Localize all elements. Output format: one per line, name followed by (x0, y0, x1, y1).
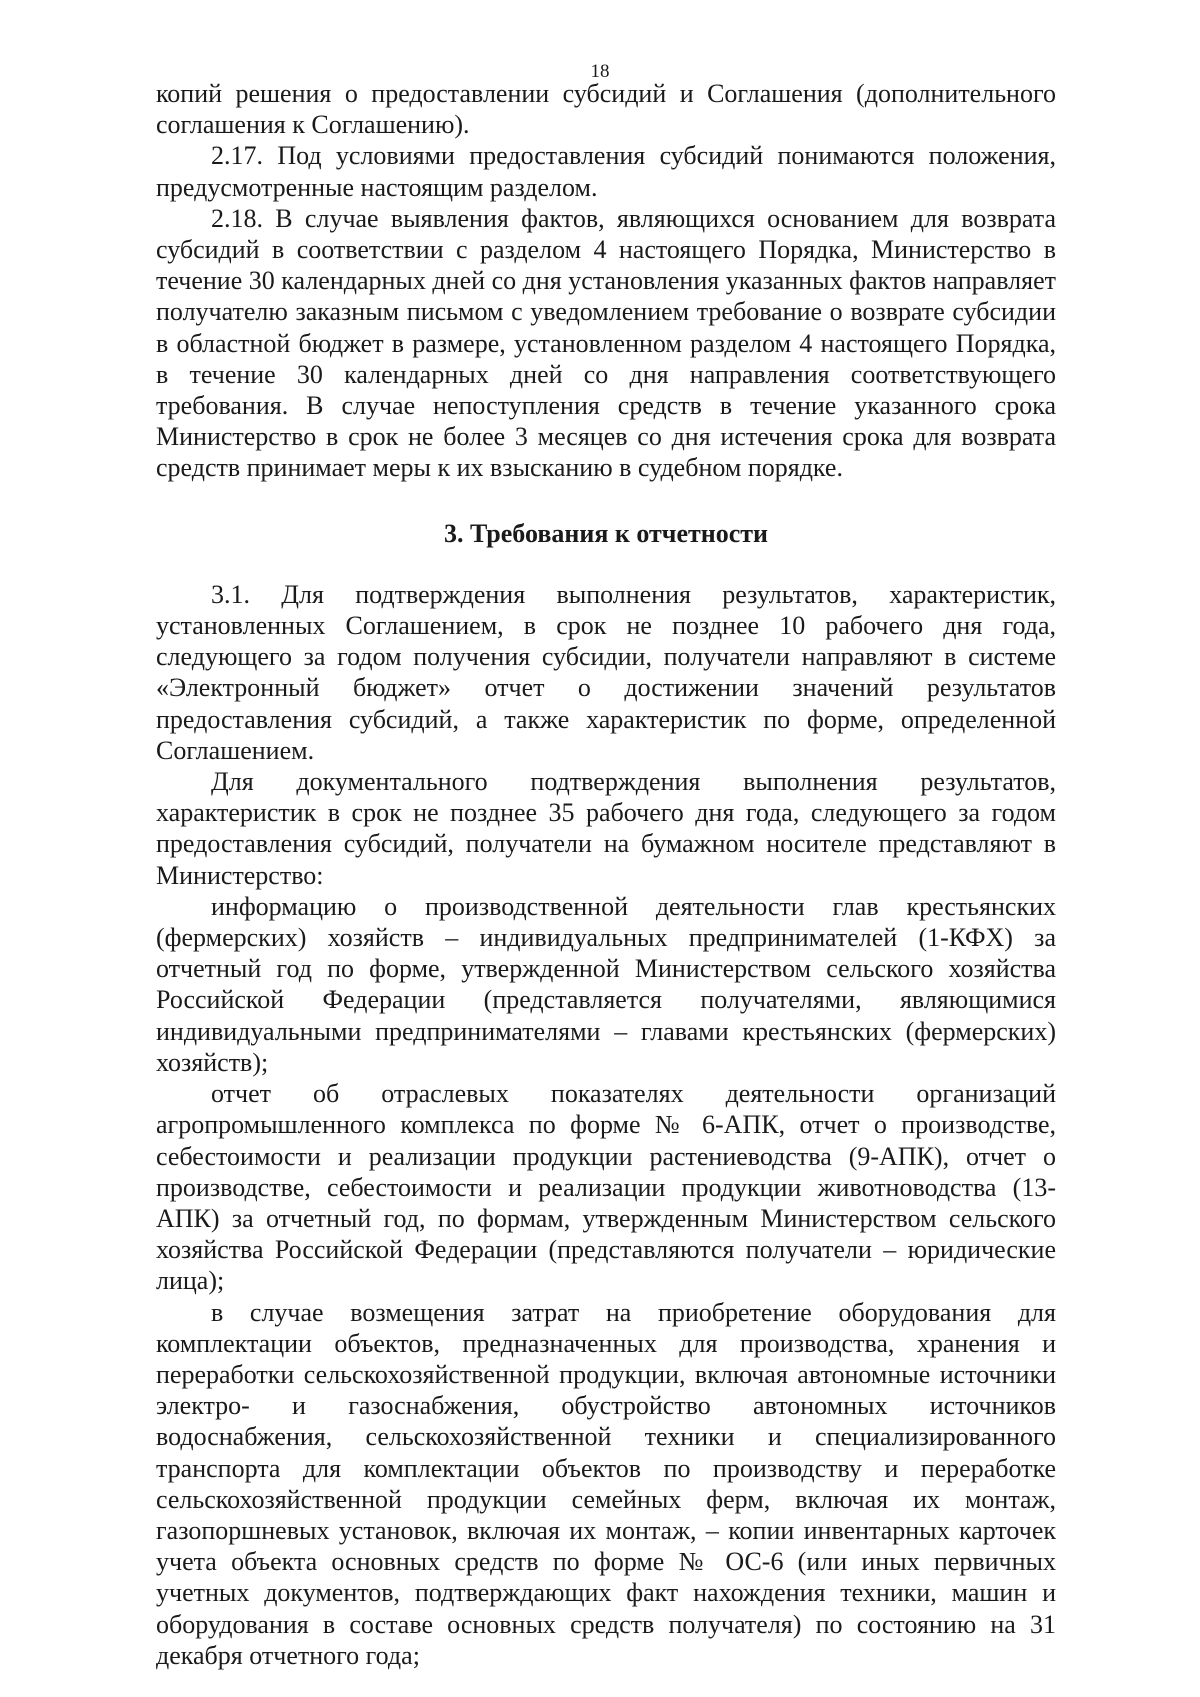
document-body (156, 78, 1056, 1671)
paragraph-2-18: 2.18. В случае выявления фактов, являющихся основанием для возврата субсидий в соответствии с разделом 4 настоящего Порядка, Министерство в течение 30 календарных дней со дня установления указанных фактов направляет получателю заказным письмом с уведомлением требование о возврате субсидии в областной бюджет в размере, установленном разделом 4 настоящего Порядка, в течение 30 календарных дней со дня направления соответствующего требования. В случае непоступления средств в течение указанного срока Министерство в срок не более 3 месяцев со дня истечения срока для возврата средств принимает меры к их взысканию в судебном порядке. (156, 203, 1056, 483)
paragraph-equipment-costs: в случае возмещения затрат на приобретение оборудования для комплектации объектов, предназначенных для производства, хранения и переработки сельскохозяйственной продукции, включая автономные источники электро- и газоснабжения, обустройство автономных источников водоснабжения, сельскохозяйственной техники и специализированного транспорта для комплектации объектов по производству и переработке сельскохозяйственной продукции семейных ферм, включая их монтаж, газопоршневых установок, включая их монтаж, – копии инвентарных карточек учета объекта основных средств по форме № ОС-6 (или иных первичных учетных документов, подтверждающих факт нахождения техники, машин и оборудования в составе основных средств получателя) по состоянию на 31 декабря отчетного года; (156, 1297, 1056, 1670)
paragraph-apk-reports: отчет об отраслевых показателях деятельности организаций агропромышленного комплекса по форме № 6-АПК, отчет о производстве, себестоимости и реализации продукции растениеводства (9-АПК), отчет о производстве, себестоимости и реализации продукции животноводства (13-АПК) за отчетный год, по формам, утвержденным Министерством сельского хозяйства Российской Федерации (представляются получатели – юридические лица); (156, 1079, 1056, 1296)
page-number: 18 (590, 61, 610, 82)
paragraph-3-1: 3.1. Для подтверждения выполнения результатов, характеристик, установленных Соглашением, в срок не позднее 10 рабочего дня года, следующего за годом получения субсидии, получатели направляют в системе «Электронный бюджет» отчет о достижении значений результатов предоставления субсидий, а также характеристик по форме, определенной Соглашением. (156, 579, 1056, 765)
paragraph-documentary-confirmation: Для документального подтверждения выполнения результатов, характеристик в срок не позднее 35 рабочего дня года, следующего за годом предоставления субсидий, получатели на бумажном носителе представляют в Министерство: (156, 767, 1056, 890)
paragraph-kfh-info: информацию о производственной деятельности глав крестьянских (фермерских) хозяйств – индивидуальных предпринимателей (1-КФХ) за отчетный год по форме, утвержденной Министерством сельского хозяйства Российской Федерации (представляется получателями, являющимися индивидуальными предпринимателями – главами крестьянских (фермерских) хозяйств); (156, 891, 1056, 1077)
paragraph-2-17: 2.17. Под условиями предоставления субсидий понимаются положения, предусмотренные настоящим разделом. (156, 141, 1056, 202)
section-heading: 3. Требования к отчетности (443, 518, 769, 548)
paragraph-continuation: копий решения о предоставлении субсидий и Соглашения (дополнительного соглашения к Соглашению). (156, 79, 1056, 140)
